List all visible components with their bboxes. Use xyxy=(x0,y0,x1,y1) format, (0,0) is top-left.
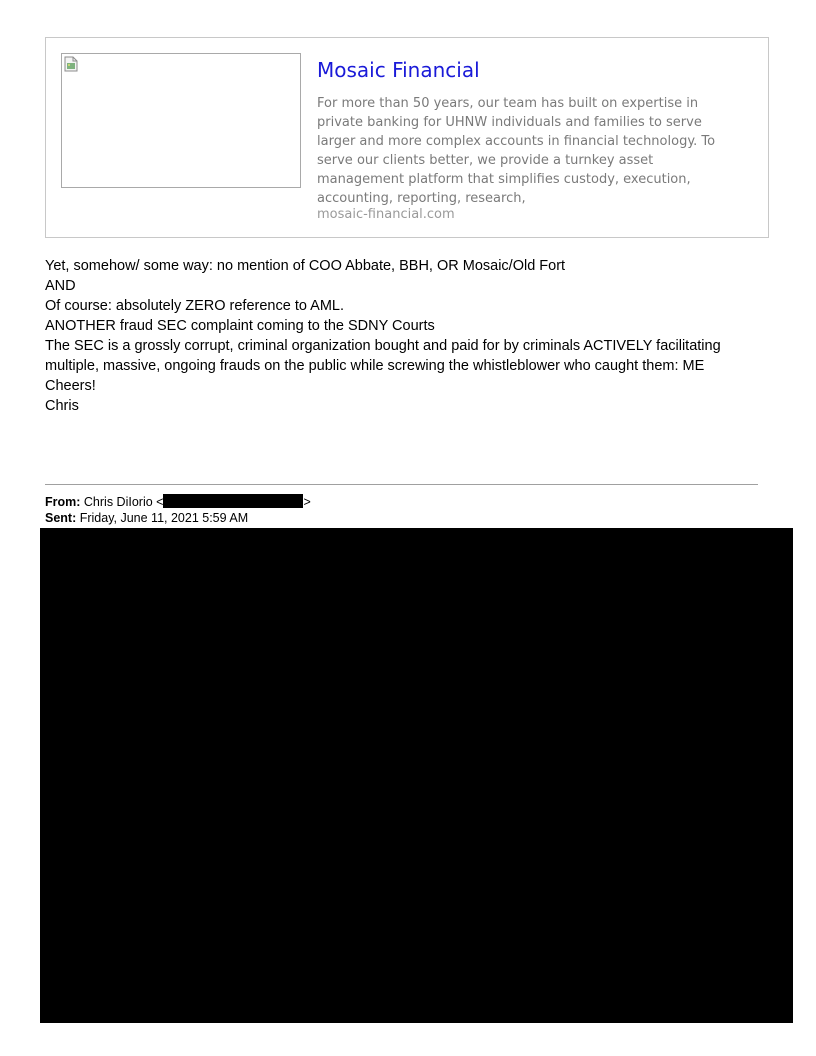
reply-separator xyxy=(45,484,758,485)
link-preview-card[interactable] xyxy=(45,37,769,238)
redacted-email xyxy=(163,494,303,508)
message-body xyxy=(45,256,765,416)
preview-image[interactable] xyxy=(61,53,301,188)
preview-url[interactable]: mosaic-financial.com xyxy=(317,207,455,222)
message-line: The SEC is a grossly corrupt, criminal organization bought and paid for by criminals ACTIVELY facilitating multiple, massive, ongoing frauds on the public while screwing the whistleblower who caught them: ME xyxy=(45,338,721,374)
from-close: > xyxy=(303,495,311,509)
redaction-block xyxy=(40,528,793,1023)
message-line: Yet, somehow/ some way: no mention of COO Abbate, BBH, OR Mosaic/Old Fort xyxy=(45,258,566,274)
preview-title[interactable]: Mosaic Financial xyxy=(317,58,480,82)
from-line xyxy=(45,494,311,510)
preview-description: For more than 50 years, our team has built on expertise in private banking for UHNW individuals and families to serve larger and more complex accounts in financial technology. To serve our clients better, we provide a turnkey asset management platform that simplifies custody, execution, accounting, reporting, research, xyxy=(317,96,716,206)
message-line: ANOTHER fraud SEC complaint coming to the SDNY Courts xyxy=(45,318,435,334)
signature: Chris xyxy=(45,398,79,414)
from-label: From: xyxy=(45,495,81,509)
broken-image-icon xyxy=(64,56,78,72)
sent-label: Sent: xyxy=(45,511,77,525)
message-line: Of course: absolutely ZERO reference to AML. xyxy=(45,298,344,314)
sent-line xyxy=(45,510,248,526)
from-name: Chris DiIorio < xyxy=(83,495,164,509)
sent-value: Friday, June 11, 2021 5:59 AM xyxy=(79,511,249,525)
message-line: Cheers! xyxy=(45,378,96,394)
message-line: AND xyxy=(45,278,76,294)
